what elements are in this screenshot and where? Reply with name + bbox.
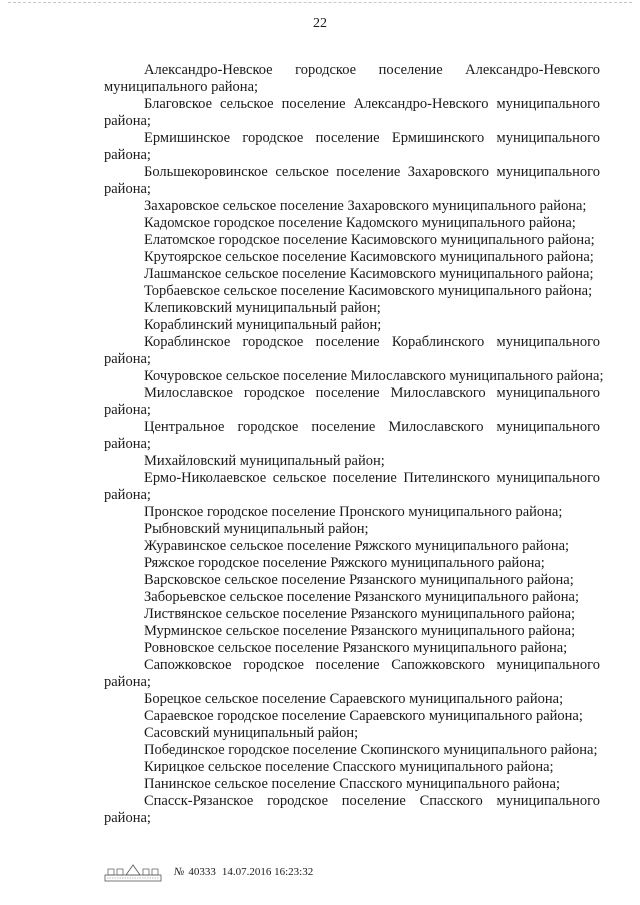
entry-line-continuation: района;	[104, 181, 151, 197]
list-entry	[104, 96, 600, 130]
document-number: 40333	[188, 866, 216, 878]
list-entry: Захаровское сельское поселение Захаровского муниципального района;	[144, 198, 587, 214]
list-entry: Сасовский муниципальный район;	[144, 725, 359, 741]
list-entry: Листвянское сельское поселение Рязанского муниципального района;	[144, 606, 576, 622]
entry-line-first: Большекоровинское сельское поселение Захаровского муниципального	[144, 164, 600, 180]
page-number: 22	[313, 16, 327, 31]
entry-line-continuation: района;	[104, 147, 151, 163]
list-entry: Побединское городское поселение Скопинского муниципального района;	[144, 742, 598, 758]
number-sign: №	[174, 866, 185, 878]
list-entry: Кирицкое сельское поселение Спасского муниципального района;	[144, 759, 554, 775]
list-entry: Сараевское городское поселение Сараевского муниципального района;	[144, 708, 583, 724]
list-entry: Варсковское сельское поселение Рязанского муниципального района;	[144, 572, 574, 588]
list-entry: Крутоярское сельское поселение Касимовского муниципального района;	[144, 249, 594, 265]
entry-line-first: Ермо-Николаевское сельское поселение Пителинского муниципального	[144, 470, 600, 486]
list-entry: Торбаевское сельское поселение Касимовского муниципального района;	[144, 283, 593, 299]
list-entry: Ряжское городское поселение Ряжского муниципального района;	[144, 555, 545, 571]
list-entry	[104, 62, 600, 96]
list-entry: Елатомское городское поселение Касимовского муниципального района;	[144, 232, 595, 248]
list-entry	[104, 793, 600, 827]
document-reference	[174, 866, 313, 879]
entry-line-continuation: района;	[104, 810, 151, 826]
list-entry: Клепиковский муниципальный район;	[144, 300, 381, 316]
document-body	[104, 62, 604, 827]
entry-line-first: Александро-Невское городское поселение Александро-Невского	[144, 62, 600, 78]
list-entry: Ровновское сельское поселение Рязанского муниципального района;	[144, 640, 568, 656]
entry-line-first: Ермишинское городское поселение Ермишинского муниципального	[144, 130, 600, 146]
entry-line-continuation: района;	[104, 402, 151, 418]
entry-line-first: Кораблинское городское поселение Кораблинского муниципального	[144, 334, 600, 350]
list-entry	[104, 385, 600, 419]
entry-line-continuation: района;	[104, 487, 151, 503]
list-entry: Заборьевское сельское поселение Рязанского муниципального района;	[144, 589, 580, 605]
list-entry: Михайловский муниципальный район;	[144, 453, 385, 469]
list-entry: Борецкое сельское поселение Сараевского муниципального района;	[144, 691, 564, 707]
entry-line-first: Благовское сельское поселение Александро-Невского муниципального	[144, 96, 600, 112]
document-footer	[104, 862, 504, 882]
list-entry	[104, 130, 600, 164]
entry-line-first: Сапожковское городское поселение Сапожковского муниципального	[144, 657, 600, 673]
list-entry	[104, 419, 600, 453]
list-entry	[104, 334, 600, 368]
list-entry: Пронское городское поселение Пронского муниципального района;	[144, 504, 563, 520]
entry-line-continuation: района;	[104, 436, 151, 452]
list-entry: Кораблинский муниципальный район;	[144, 317, 382, 333]
list-entry: Панинское сельское поселение Спасского муниципального района;	[144, 776, 561, 792]
list-entry: Мурминское сельское поселение Рязанского муниципального района;	[144, 623, 576, 639]
document-timestamp: 14.07.2016 16:23:32	[221, 866, 314, 878]
entry-line-continuation: муниципального района;	[104, 79, 259, 95]
list-entry: Журавинское сельское поселение Ряжского муниципального района;	[144, 538, 570, 554]
entry-line-first: Милославское городское поселение Милославского муниципального	[144, 385, 600, 401]
list-entry: Рыбновский муниципальный район;	[144, 521, 369, 537]
list-entry: Кочуровское сельское поселение Милославского муниципального района;	[144, 368, 604, 384]
list-entry	[104, 657, 600, 691]
list-entry	[104, 164, 600, 198]
entry-line-first: Центральное городское поселение Милославского муниципального	[144, 419, 600, 435]
list-entry: Лашманское сельское поселение Касимовского муниципального района;	[144, 266, 594, 282]
entry-line-continuation: района;	[104, 113, 151, 129]
scan-edge-line	[8, 2, 632, 4]
entry-line-continuation: района;	[104, 674, 151, 690]
registry-seal-icon	[104, 862, 162, 884]
entry-line-first: Спасск-Рязанское городское поселение Спасского муниципального	[144, 793, 600, 809]
list-entry	[104, 470, 600, 504]
entry-line-continuation: района;	[104, 351, 151, 367]
list-entry: Кадомское городское поселение Кадомского муниципального района;	[144, 215, 576, 231]
